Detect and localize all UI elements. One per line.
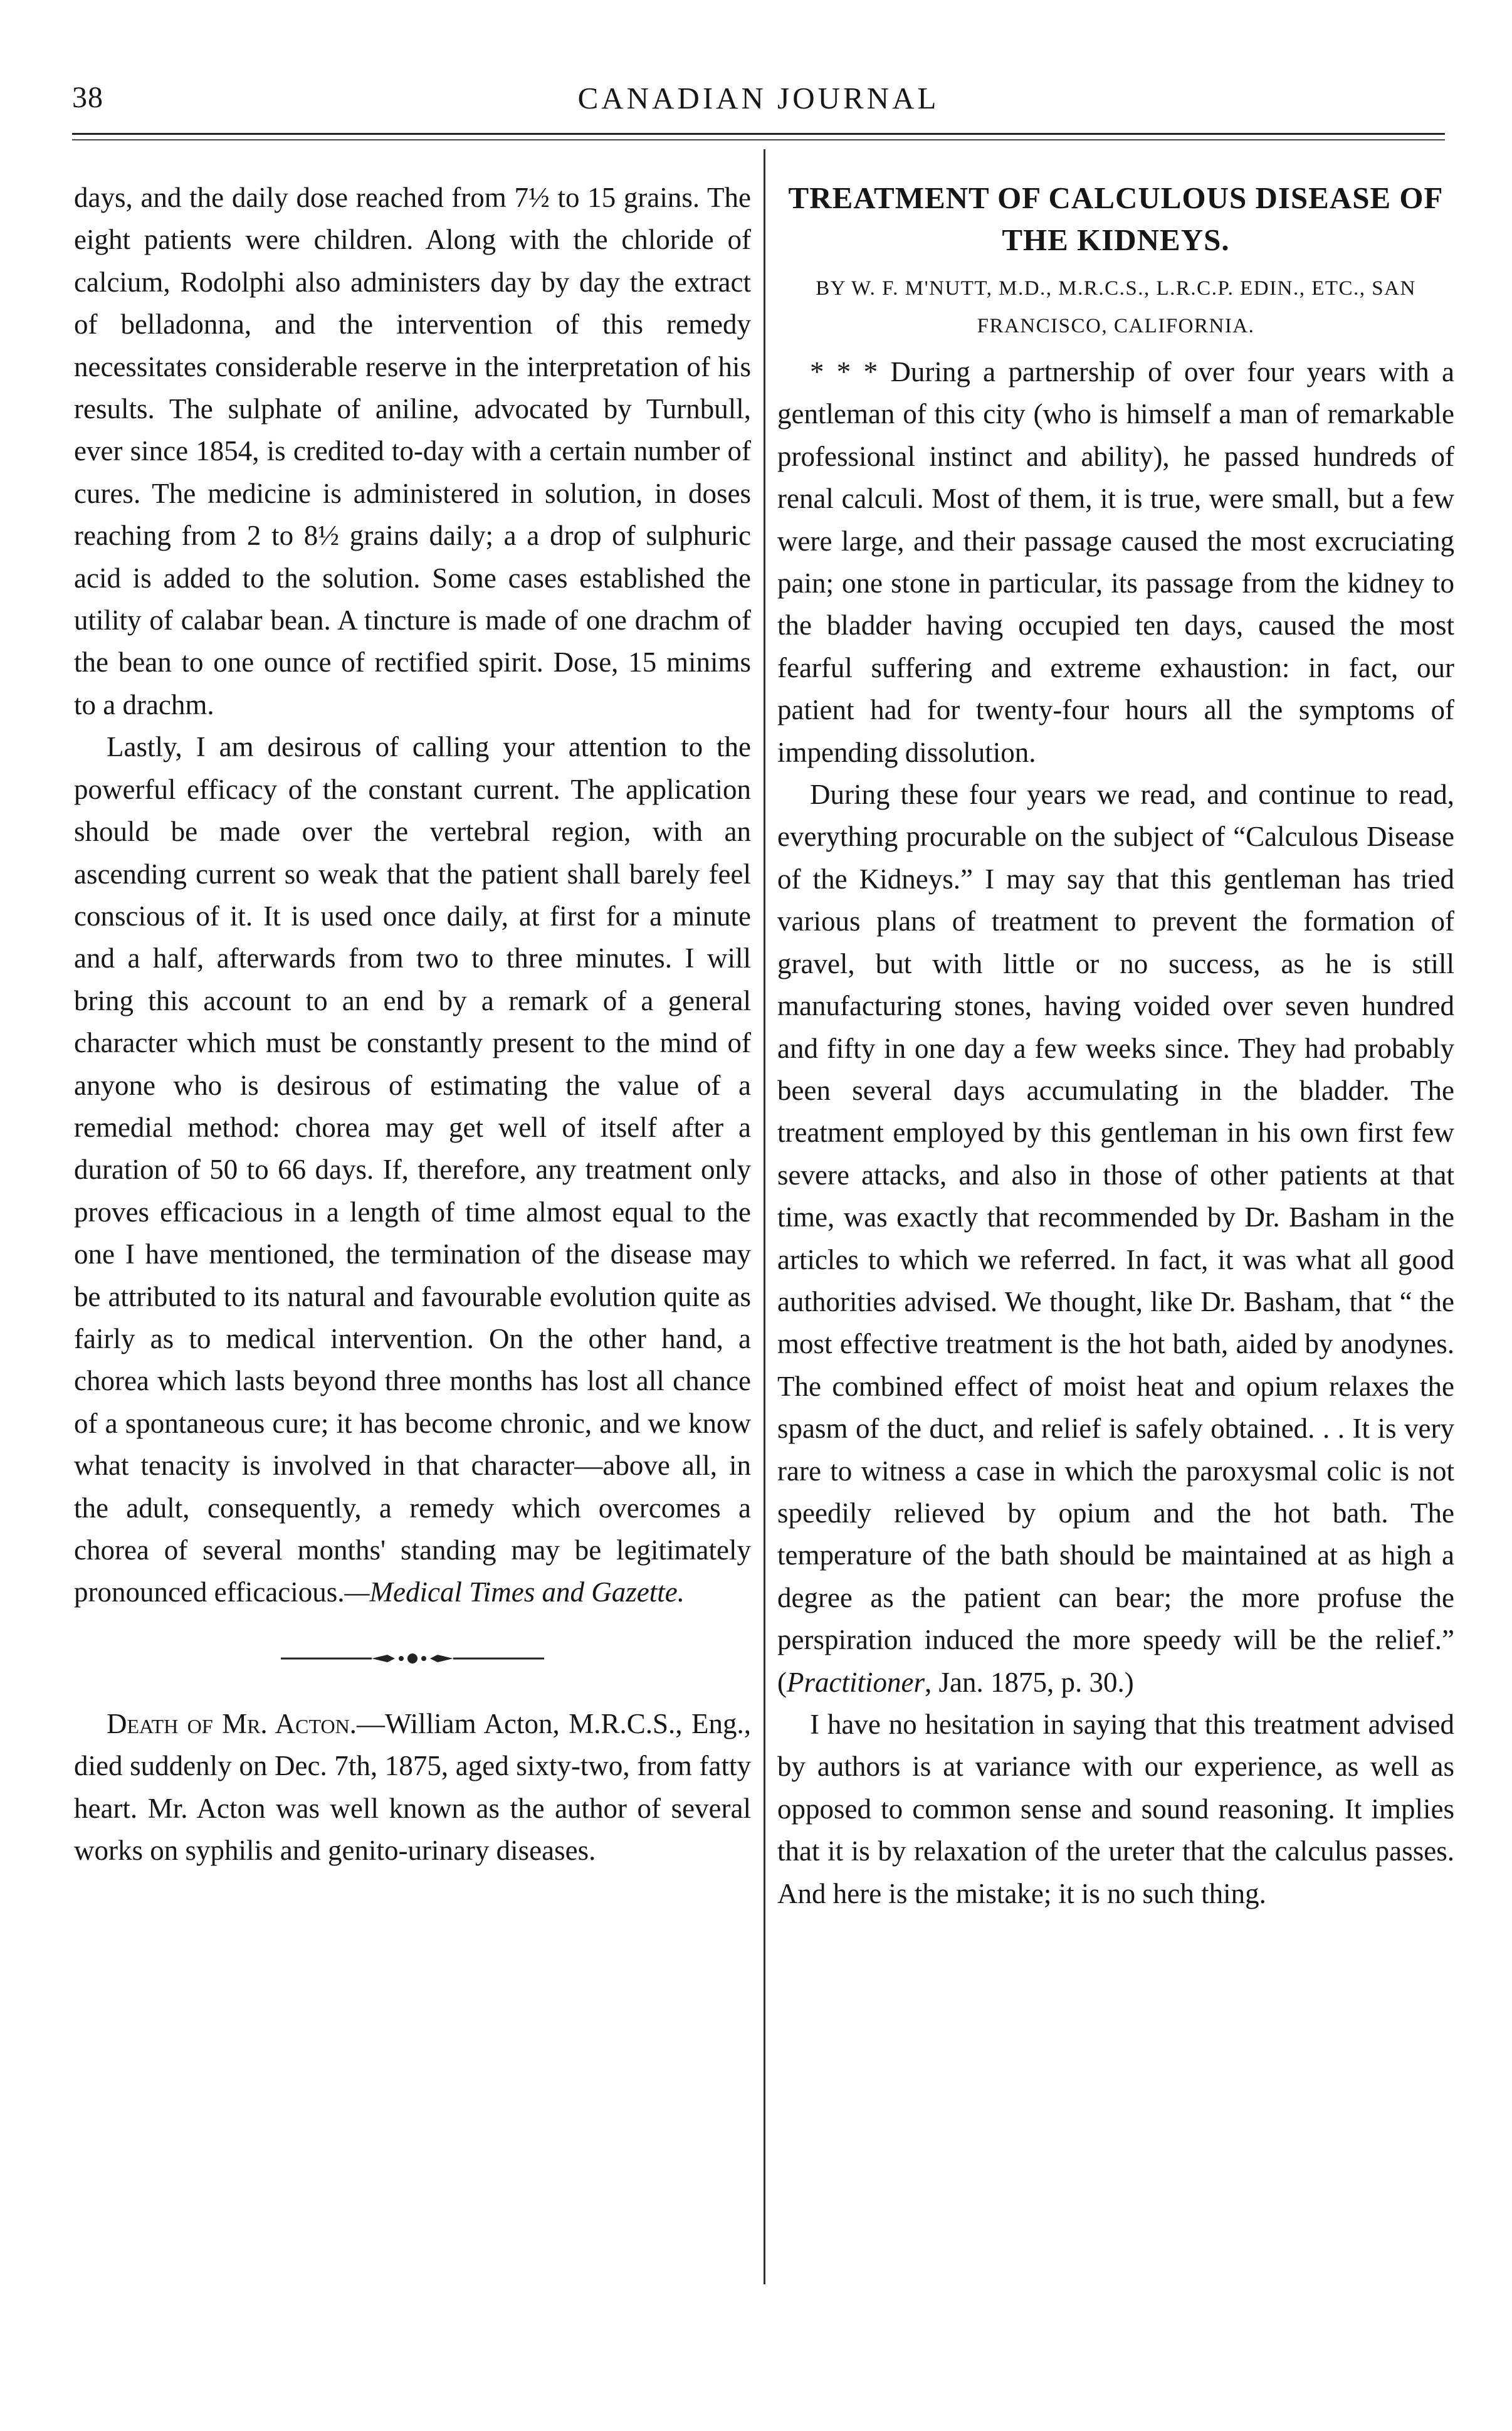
right-paragraph-1-text: During a partnership of over four years with a gentleman of this city (who is himself a man of remarkable professional instinct and ability), he passed hundreds of renal calculi. Most of them, it is true, were small, but a few were large, and their passage caused the most excruciating pain; one stone in particular, its passage from the kidney to the bladder having occupied ten days, caused the most fearful suffering and extreme exhaustion: in fact, our patient had for twenty-four hours all the symptoms of impending dissolution. — [777, 356, 1454, 768]
citation-details: , Jan. 1875, p. 30.) — [924, 1666, 1134, 1698]
right-column — [777, 177, 1454, 1915]
left-paragraph-2-text: Lastly, I am desirous of calling your attention to the powerful efficacy of the constant current. The application should be made over the vertebral region, with an ascending current so weak that the patient shall barely feel conscious of it. It is used once daily, at first for a minute and a half, afterwards from two to three minutes. I will bring this account to an end by a remark of a general character which must be constantly present to the mind of anyone who is desirous of estimating the value of a remedial method: chorea may get well of itself after a duration of 50 to 66 days. If, therefore, any treatment only proves efficacious in a length of time almost equal to the one I have mentioned, the termination of the disease may be attributed to its natural and favourable evolution quite as fairly as to medical intervention. On the other hand, a chorea which lasts beyond three months has lost all chance of a spontaneous cure; it has become chronic, and we know what tenacity is involved in that character—above all, in the adult, consequently, a remedy which overcomes a chorea of several months' standing may be legitimately pronounced efficacious. — [74, 731, 751, 1608]
right-paragraph-3: I have no hesitation in saying that this treatment advised by authors is at variance with our experience, as well as opposed to common sense and sound reasoning. It implies that it is by relaxation of the ureter that the calculus passes. And here is the mistake; it is no such thing. — [777, 1709, 1454, 1909]
right-paragraph-2-text: During these four years we read, and continue to read, everything procurable on the subject of “Calculous Disease of the Kidneys.” I may say that this gentleman has tried various plans of treatment to prevent the formation of gravel, but with little or no success, as he is still manufacturing stones, having voided over seven hundred and fifty in one day a few weeks since. They had probably been several days accumulating in the bladder. The treatment employed by this gentleman in his own first few severe attacks, and also in those of other patients at that time, was exactly that recommended by Dr. Basham in the articles to which we referred. In fact, it was what all good authorities advised. We thought, like Dr. Basham, that “ the most effective treatment is the hot bath, aided by anodynes. The combined effect of moist heat and opium relaxes the spasm of the duct, and relief is safely obtained. . . It is very rare to witness a case in which the paroxysmal colic is not speedily relieved by opium and the hot bath. The temperature of the bath should be maintained at as high a degree as the patient can bear; the more profuse the perspiration induced the more speedy will be the relief.” ( — [777, 779, 1454, 1698]
left-paragraph-1: days, and the daily dose reached from 7½ to 15 grains. The eight patients were children. Along with the chloride of calcium, Rodolphi also administers day by day the extract of belladonna, and the intervention of this remedy necessitates considerable reserve in the interpretation of his results. The sulphate of aniline, advocated by Turnbull, ever since 1854, is credited to-day with a certain number of cures. The medicine is administered in solution, in doses reaching from 2 to 8½ grains daily; a a drop of sulphuric acid is added to the solution. Some cases established the utility of calabar bean. A tincture is made of one drachm of the bean to one ounce of rectified spirit. Dose, 15 minims to a drachm. — [74, 182, 751, 720]
section-asterisks: * * * — [810, 356, 878, 388]
source-citation: —Medical Times and Gazette. — [344, 1576, 685, 1608]
left-column — [74, 177, 751, 1872]
page-header — [72, 80, 1445, 124]
header-double-rule — [72, 133, 1445, 140]
right-paragraph-1 — [777, 351, 1454, 774]
article-title: TREATMENT OF CALCULOUS DISEASE OF THE KIDNEYS. — [788, 181, 1444, 257]
running-head: CANADIAN JOURNAL — [577, 81, 940, 115]
column-divider — [764, 149, 765, 2284]
left-paragraph-2 — [74, 726, 751, 1614]
article-byline: BY W. F. M'NUTT, M.D., M.R.C.S., L.R.C.P. EDIN., ETC., SAN FRANCISCO, CALIFORNIA. — [816, 277, 1416, 337]
ornament-divider-icon — [281, 1649, 544, 1668]
section-ornament — [74, 1614, 751, 1703]
obituary-body: —William Acton, M.R.C.S., Eng., died suddenly on Dec. 7th, 1875, aged sixty-two, from fatty heart. Mr. Acton was well known as the author of several works on syphilis and genito-urinary diseases. — [74, 1707, 751, 1867]
right-paragraph-2 — [777, 774, 1454, 1704]
citation-journal: Practitioner — [787, 1666, 925, 1698]
obituary-notice — [74, 1703, 751, 1872]
obituary-heading: Death of Mr. Acton. — [107, 1707, 357, 1739]
page-number: 38 — [72, 81, 103, 114]
